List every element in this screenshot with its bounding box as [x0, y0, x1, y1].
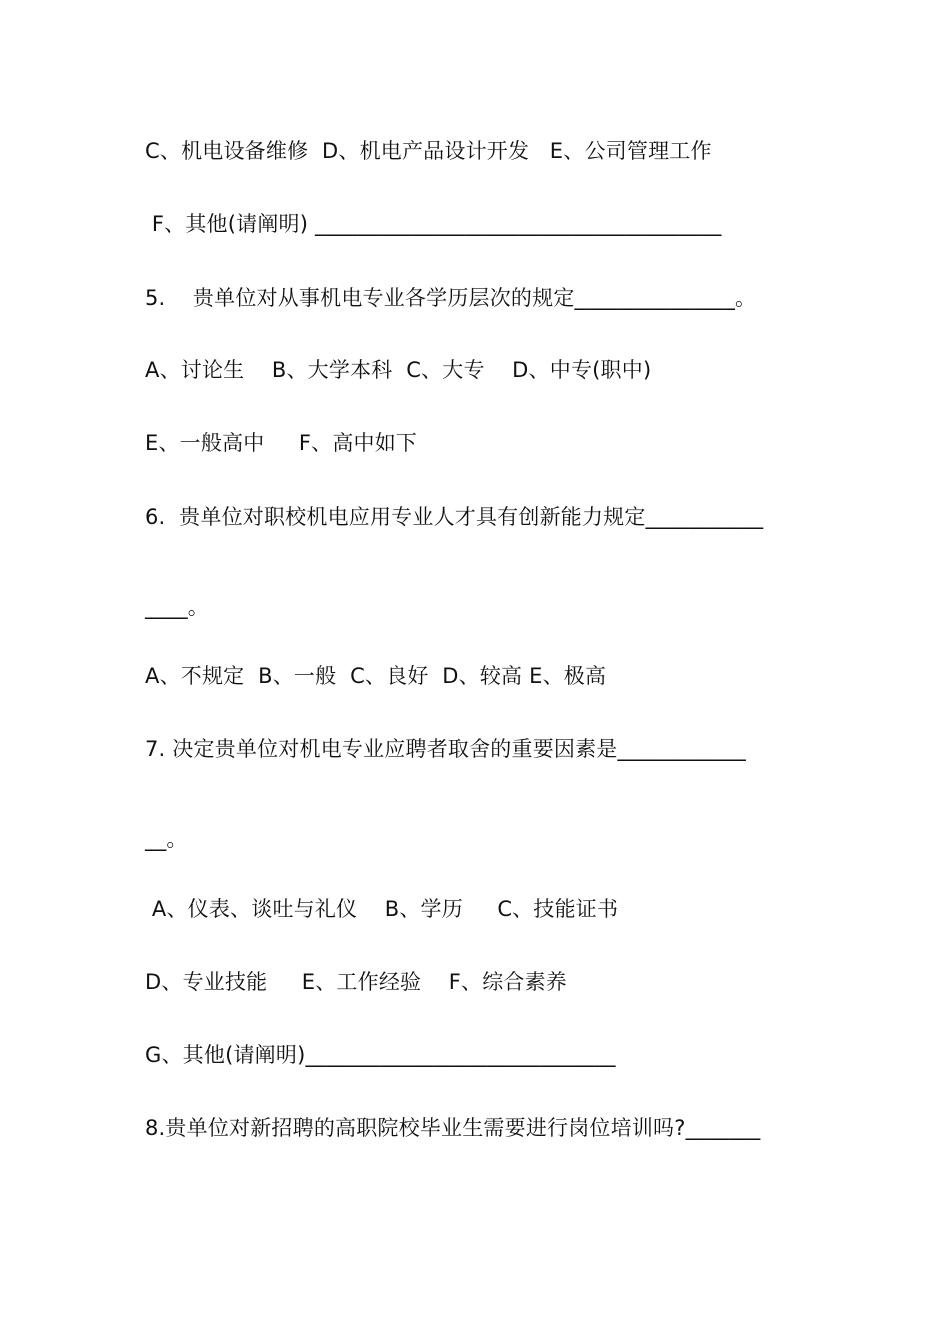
question-5-options-a-d: A、讨论生 B、大学本科 C、大专 D、中专(职中) — [145, 358, 652, 382]
question-7: 7. 决定贵单位对机电专业应聘者取舍的重要因素是____________ — [145, 737, 746, 761]
question-7-options-d-f: D、专业技能 E、工作经验 F、综合素养 — [145, 970, 567, 994]
question-7-options-a-c: A、仪表、谈吐与礼仪 B、学历 C、技能证书 — [145, 897, 619, 921]
option-line-f-other: F、其他(请阐明) ______________________________________ — [145, 212, 722, 236]
question-7-continuation: __。 — [145, 827, 188, 851]
question-6: 6. 贵单位对职校机电应用专业人才具有创新能力规定___________ — [145, 505, 764, 529]
question-5-options-e-f: E、一般高中 F、高中如下 — [145, 431, 418, 455]
option-line-c-d-e: C、机电设备维修 D、机电产品设计开发 E、公司管理工作 — [145, 139, 712, 163]
question-5: 5. 贵单位对从事机电专业各学历层次的规定_______________。 — [145, 286, 757, 310]
question-7-option-g: G、其他(请阐明)_____________________________ — [145, 1043, 616, 1067]
question-6-continuation: ____。 — [145, 595, 209, 619]
question-8: 8.贵单位对新招聘的高职院校毕业生需要进行岗位培训吗?_______ — [145, 1116, 761, 1140]
question-6-options: A、不规定 B、一般 C、良好 D、较高 E、极高 — [145, 664, 607, 688]
